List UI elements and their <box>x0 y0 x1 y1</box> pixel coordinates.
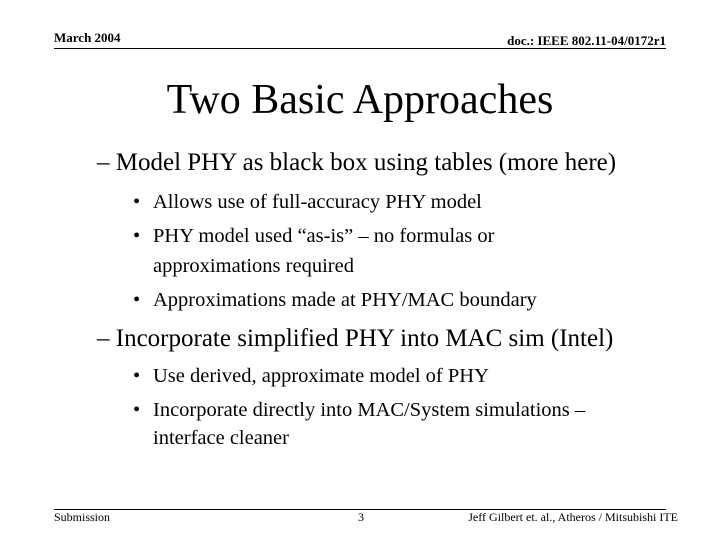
section-1-bullet-3 <box>133 287 537 314</box>
bullet-glyph: • <box>133 191 141 213</box>
bullet-text: Incorporate directly into MAC/System simulations – <box>153 399 586 421</box>
bullet-text: Approximations made at PHY/MAC boundary <box>153 289 537 311</box>
footer-authors: Jeff Gilbert et. al., Atheros / Mitsubishi ITE <box>468 510 678 524</box>
header-doc-id: doc.: IEEE 802.11-04/0172r1 <box>507 33 666 48</box>
bullet-text: Allows use of full-accuracy PHY model <box>153 191 482 213</box>
section-2-bullet-2-continuation: interface cleaner <box>153 427 289 449</box>
bullet-text: Use derived, approximate model of PHY <box>153 365 489 387</box>
slide-title: Two Basic Approaches <box>166 77 554 123</box>
section-2-bullet-2 <box>133 397 585 424</box>
section-2-heading: – Incorporate simplified PHY into MAC sim (Intel) <box>97 325 614 352</box>
section-1-bullet-2-continuation: approximations required <box>153 255 354 277</box>
bullet-text: PHY model used “as-is” – no formulas or <box>153 225 495 247</box>
bullet-glyph: • <box>133 399 141 421</box>
bullet-glyph: • <box>133 225 141 247</box>
header-date: March 2004 <box>54 30 121 45</box>
section-2-bullet-1 <box>133 363 489 390</box>
bullet-glyph: • <box>133 289 141 311</box>
footer-page-number: 3 <box>358 510 364 524</box>
section-1-bullet-1 <box>133 189 482 216</box>
bullet-glyph: • <box>133 365 141 387</box>
footer-submission: Submission <box>54 510 111 524</box>
header-rule <box>54 48 666 49</box>
section-1-bullet-2 <box>133 223 494 250</box>
section-1-heading: – Model PHY as black box using tables (more here) <box>97 149 617 176</box>
